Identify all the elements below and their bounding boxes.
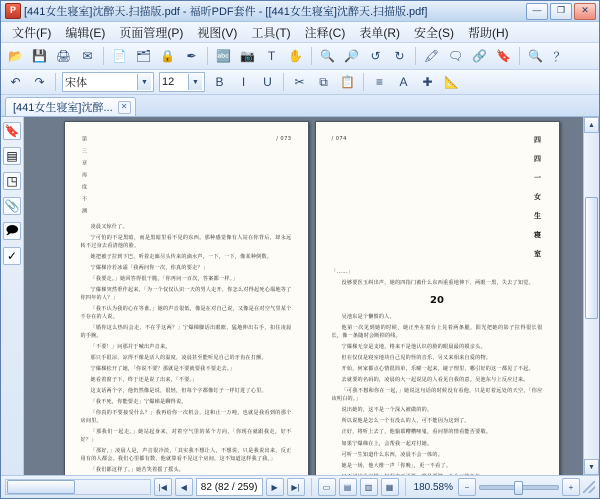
zoom-slider-knob[interactable] bbox=[514, 481, 523, 495]
toolbar-separator bbox=[363, 73, 364, 91]
rotate-right-icon[interactable]: ↻ bbox=[394, 49, 405, 63]
zoom-in-icon[interactable]: 🔎 bbox=[344, 49, 359, 63]
view-cover-button[interactable]: ▦ bbox=[381, 478, 399, 496]
zoom-slider[interactable] bbox=[479, 481, 559, 493]
attachments-panel-icon[interactable]: 📎 bbox=[4, 199, 20, 213]
paragraph: 如果宁爆梯在上，会帮我一起对付她。 bbox=[341, 440, 433, 447]
menu-item-edit[interactable]: 编辑(E) bbox=[65, 25, 106, 40]
zoom-level-label: 180.58% bbox=[413, 481, 453, 493]
left-page-number: / 073 bbox=[276, 136, 292, 142]
paragraph: 「我们都这样了。」她苦笑着摇了摇头。 bbox=[90, 467, 185, 474]
close-icon[interactable]: ✕ bbox=[118, 101, 131, 114]
right-page-text bbox=[332, 269, 543, 475]
font-size-select[interactable] bbox=[159, 72, 205, 92]
bold-icon[interactable]: B bbox=[215, 75, 224, 89]
paste-icon[interactable]: 📋 bbox=[340, 75, 355, 89]
save-icon[interactable]: 💾 bbox=[32, 49, 47, 63]
paragraph: 去就要的名码的，凌晨的大一起说见的人看见自我的意。吴池东与上反应过来。 bbox=[341, 377, 529, 384]
signatures-panel-icon[interactable]: ✓ bbox=[3, 247, 21, 265]
create-pdf-icon[interactable]: 📄 bbox=[112, 49, 127, 63]
cut-icon[interactable]: ✂ bbox=[294, 75, 305, 89]
open-file-icon[interactable]: 📂 bbox=[8, 49, 23, 63]
paragraph: 他第一次见到她的时候，她正坐在窗台上晃着两条腿，阳光把她的影子拉得很长很长，像一条随时会断掉的线。 bbox=[331, 325, 543, 339]
print-icon[interactable]: 🖨 bbox=[55, 49, 72, 63]
pdf-viewport[interactable] bbox=[24, 117, 599, 475]
page-spread bbox=[64, 117, 560, 475]
document-tab-label: [441女生寝室]沈醉... bbox=[13, 102, 113, 114]
scroll-up-button[interactable]: ▲ bbox=[584, 117, 599, 133]
ocr-icon[interactable]: 🔤 bbox=[216, 49, 231, 63]
chevron-down-icon[interactable]: ▼ bbox=[188, 74, 202, 90]
document-tab-strip bbox=[1, 95, 599, 117]
note-icon[interactable]: 🗨 bbox=[447, 49, 464, 63]
next-page-button[interactable]: ▶ bbox=[266, 478, 284, 496]
paragraph: 吴池东是个懒惯的人。 bbox=[341, 313, 395, 320]
paragraph: 所以说他是怎么一个有没么的人，可不能因为这到了。 bbox=[341, 418, 470, 425]
help-icon[interactable]: ？ bbox=[553, 49, 566, 64]
paragraph: 开始，何家都点心情很简单，乐曜一起来，碰子理里，哪引好的这一都见了不起。 bbox=[341, 366, 534, 373]
stamp-icon[interactable]: ✚ bbox=[422, 75, 433, 89]
highlight-icon[interactable]: 🖍 bbox=[423, 49, 440, 63]
menu-item-comment[interactable]: 注释(C) bbox=[304, 25, 346, 40]
search-icon[interactable]: 🔍 bbox=[528, 49, 543, 63]
paragraph: 「可我不想和你在一起，」她说这句话的时候没有看他，只是盯着远处的天空，「你应该明白的。」 bbox=[331, 388, 543, 403]
secure-icon[interactable]: 🔒 bbox=[160, 49, 175, 63]
paragraph: 「我不死，你能要走」宁爆梯是聊得说。 bbox=[90, 399, 187, 406]
email-icon[interactable]: ✉ bbox=[82, 49, 93, 63]
paragraph: 宁爆梯松开了她，「你说不要？那就是不要就要我不要走去。」 bbox=[90, 365, 236, 372]
paragraph: 没够要医玉纠出声，她的四指门被什么东西重重地伸下，两眼一黑，失去了知觉。 bbox=[341, 280, 534, 287]
bookmarks-panel-icon[interactable]: 🔖 bbox=[4, 124, 20, 138]
measure-icon[interactable]: 📐 bbox=[444, 75, 459, 89]
view-facing-button[interactable]: ▥ bbox=[360, 478, 378, 496]
prev-page-button[interactable]: ◀ bbox=[175, 478, 193, 496]
workspace bbox=[1, 117, 599, 475]
window-title: [441女生寝室]沈醉天.扫描版.pdf - 福昕PDF套件 - [[441女生寝室]沈醉天.扫描版.pdf] bbox=[24, 6, 428, 18]
window-controls bbox=[526, 3, 597, 20]
paragraph: 说出她的，这不是一个深入被做的的。 bbox=[341, 407, 433, 414]
italic-icon[interactable]: I bbox=[241, 75, 246, 89]
paragraph: 「不要！」问那并于喊出声音来。 bbox=[90, 343, 171, 350]
view-continuous-button[interactable]: ▤ bbox=[339, 478, 357, 496]
paragraph: 宁爆梯冷若冰霜「我两问你一次，你真的要走？」 bbox=[90, 264, 209, 271]
toolbar-separator bbox=[55, 73, 56, 91]
right-page-running-head: 四 四 一 女 生 寝 室 bbox=[533, 136, 542, 259]
paragraph: 「我要走。」她回答得很干脆，「你再问一百次，答案都一样。」 bbox=[90, 275, 238, 282]
close-button[interactable]: ✕ bbox=[574, 3, 596, 20]
menu-bar bbox=[1, 22, 599, 43]
vertical-scrollbar[interactable] bbox=[583, 117, 599, 475]
pdf-page-left bbox=[64, 121, 309, 475]
paragraph bbox=[332, 474, 543, 475]
font-name-select[interactable] bbox=[62, 72, 154, 92]
paragraph: 「你真的不要接受什么？」我再给你一次机会，这和止一万吨，也就是我看到的那个房间里。 bbox=[80, 410, 292, 425]
rotate-left-icon[interactable]: ↺ bbox=[370, 49, 381, 63]
left-page-text bbox=[81, 224, 292, 475]
toolbar-separator bbox=[519, 47, 520, 65]
sign-icon[interactable]: ✒ bbox=[186, 49, 197, 63]
paragraph: 她看着窗子下，终于还是说了出来，「不要。」 bbox=[90, 377, 198, 384]
paragraph: 「那我们一起走。」她站起身来，对着空气里的某个方向，「你现在就跟我走，好不好？」 bbox=[80, 429, 292, 444]
combine-files-icon[interactable]: 🗂 bbox=[135, 49, 152, 63]
paragraph: 她是一场，他大维一声「你晚」，更一不看了。 bbox=[341, 462, 452, 469]
paragraph: 「……」 bbox=[331, 269, 353, 275]
redo-icon[interactable]: ↷ bbox=[34, 75, 45, 89]
layers-panel-icon[interactable]: ◳ bbox=[3, 172, 21, 190]
toolbar-separator bbox=[415, 47, 416, 65]
menu-item-tools[interactable]: 工具(T) bbox=[251, 25, 291, 40]
toolbar-separator bbox=[207, 47, 208, 65]
paragraph: 宁可怕的不是黑暗，而是黑暗里看不见的东西。那种感觉像有人站在你背后，却永远转不过身去看清他的脸。 bbox=[80, 234, 292, 249]
scroll-down-button[interactable]: ▼ bbox=[584, 459, 599, 475]
bookmark-icon[interactable]: 🔖 bbox=[496, 49, 511, 63]
paragraph: 「那好，」凌晨人是，声音很冷淡，「其实我不想让人，不想说，只是我说出来，反正用有的人都会。我们心里都有数，他就算看不见这个房间，这不知道这样我了我。」 bbox=[80, 448, 292, 463]
app-logo-icon bbox=[5, 3, 21, 19]
zoom-in-button[interactable]: + bbox=[562, 478, 580, 496]
last-page-button[interactable]: ▶| bbox=[287, 478, 305, 496]
align-left-icon[interactable]: ≡ bbox=[375, 75, 383, 89]
thumbnails-panel-icon[interactable]: ▤ bbox=[3, 147, 21, 165]
paragraph: 这支话两个字，他仍然像是说，很轻，但每个字都像钉子一样钉进了心里。 bbox=[90, 388, 267, 395]
paragraph: 宁爆梯无奈是支地，格来不是他认识的脸的眼晨最的摸亲头。 bbox=[341, 344, 486, 351]
menu-item-page-management[interactable]: 页面管理(P) bbox=[119, 25, 184, 40]
font-size-value: 12 bbox=[162, 76, 175, 88]
paragraph: 但在仅仅是寝室地块自己见的怪的音乐，另又来相来自爱的物。 bbox=[341, 355, 492, 362]
minimize-button[interactable]: — bbox=[526, 3, 548, 20]
chevron-down-icon[interactable]: ▼ bbox=[137, 74, 151, 90]
snapshot-icon[interactable]: 📷 bbox=[240, 49, 255, 63]
paragraph: 「婚你这么热吗会走，不在乎这两？」宁爆梯脚话出眼眶，猛地伸出右手，扣住凌晨的手腕。 bbox=[80, 324, 292, 339]
paragraph: 那只手很凉，凉得不像是活人的温度，凌晨甚至能听见自己的牙齿在打颤。 bbox=[90, 354, 267, 361]
zoom-out-button[interactable]: − bbox=[458, 478, 476, 496]
toolbar-separator bbox=[283, 73, 284, 91]
menu-item-help[interactable]: 帮助(H) bbox=[468, 25, 509, 40]
status-bar bbox=[1, 475, 599, 498]
hand-tool-icon[interactable]: ✋ bbox=[288, 49, 303, 63]
view-single-page-button[interactable]: ▭ bbox=[318, 478, 336, 496]
zoom-out-icon[interactable]: 🔍 bbox=[320, 49, 335, 63]
page-number-field[interactable]: 82 (82 / 259) bbox=[196, 478, 263, 496]
paragraph: 可听一生知道什么东西，凌晨不会一体的。 bbox=[341, 451, 444, 458]
title-bar bbox=[1, 1, 599, 22]
paragraph: 正好，将听上去了，他愉慕糟糟哑鬼，看问帮的情看能否要敬。 bbox=[341, 429, 492, 436]
right-page-number: / 074 bbox=[331, 136, 347, 142]
horizontal-scrollbar[interactable] bbox=[5, 479, 151, 495]
status-separator bbox=[311, 478, 312, 496]
main-toolbar bbox=[1, 43, 599, 70]
status-separator bbox=[405, 478, 406, 496]
comments-panel-icon[interactable]: 🗩 bbox=[3, 222, 21, 240]
link-icon[interactable]: 🔗 bbox=[472, 49, 487, 63]
menu-item-view[interactable]: 视图(V) bbox=[197, 25, 238, 40]
copy-icon[interactable]: ⧉ bbox=[319, 74, 328, 89]
left-page-running-head: 第 三 章 再 度 不 测 bbox=[81, 136, 87, 214]
toolbar-separator bbox=[311, 47, 312, 65]
resize-grip[interactable] bbox=[583, 481, 595, 493]
paragraph: 「我不认为我的心在等谁。」她的声音很低，像是在对自己说，又像是在对空气里某个不存在的人说。 bbox=[80, 305, 292, 320]
paragraph: 宁爆梯突然垂作起来，「为一个仅仅认识一天的男人走开，你怎么对得起死心塌地等了你四年的人？」 bbox=[80, 286, 292, 301]
maximize-button[interactable]: ❐ bbox=[550, 3, 572, 20]
select-text-icon[interactable]: T bbox=[267, 49, 276, 63]
side-panel-rail bbox=[1, 117, 24, 475]
menu-item-file[interactable]: 文件(F) bbox=[12, 25, 52, 40]
chapter-number: 20 bbox=[430, 294, 444, 306]
menu-item-form[interactable]: 表单(R) bbox=[359, 25, 400, 40]
paragraph: 凌晨又惊什了。 bbox=[90, 223, 128, 230]
undo-icon[interactable]: ↶ bbox=[10, 75, 21, 89]
document-tab[interactable] bbox=[5, 97, 136, 116]
menu-item-security[interactable]: 安全(S) bbox=[414, 25, 454, 40]
pdf-page-right bbox=[315, 121, 560, 475]
toolbar-separator bbox=[103, 47, 104, 65]
text-color-icon[interactable]: A bbox=[399, 75, 408, 89]
underline-icon[interactable]: U bbox=[263, 75, 272, 89]
vertical-scroll-thumb[interactable] bbox=[585, 197, 598, 319]
paragraph: 她把被子拉到下巴，听着走廊尽头传来的滴水声，一下，一下，像某种倒数。 bbox=[90, 253, 273, 260]
first-page-button[interactable]: |◀ bbox=[154, 478, 172, 496]
horizontal-scroll-thumb[interactable] bbox=[7, 480, 75, 494]
font-name-value: 宋体 bbox=[65, 77, 87, 89]
formatting-toolbar bbox=[1, 70, 599, 95]
